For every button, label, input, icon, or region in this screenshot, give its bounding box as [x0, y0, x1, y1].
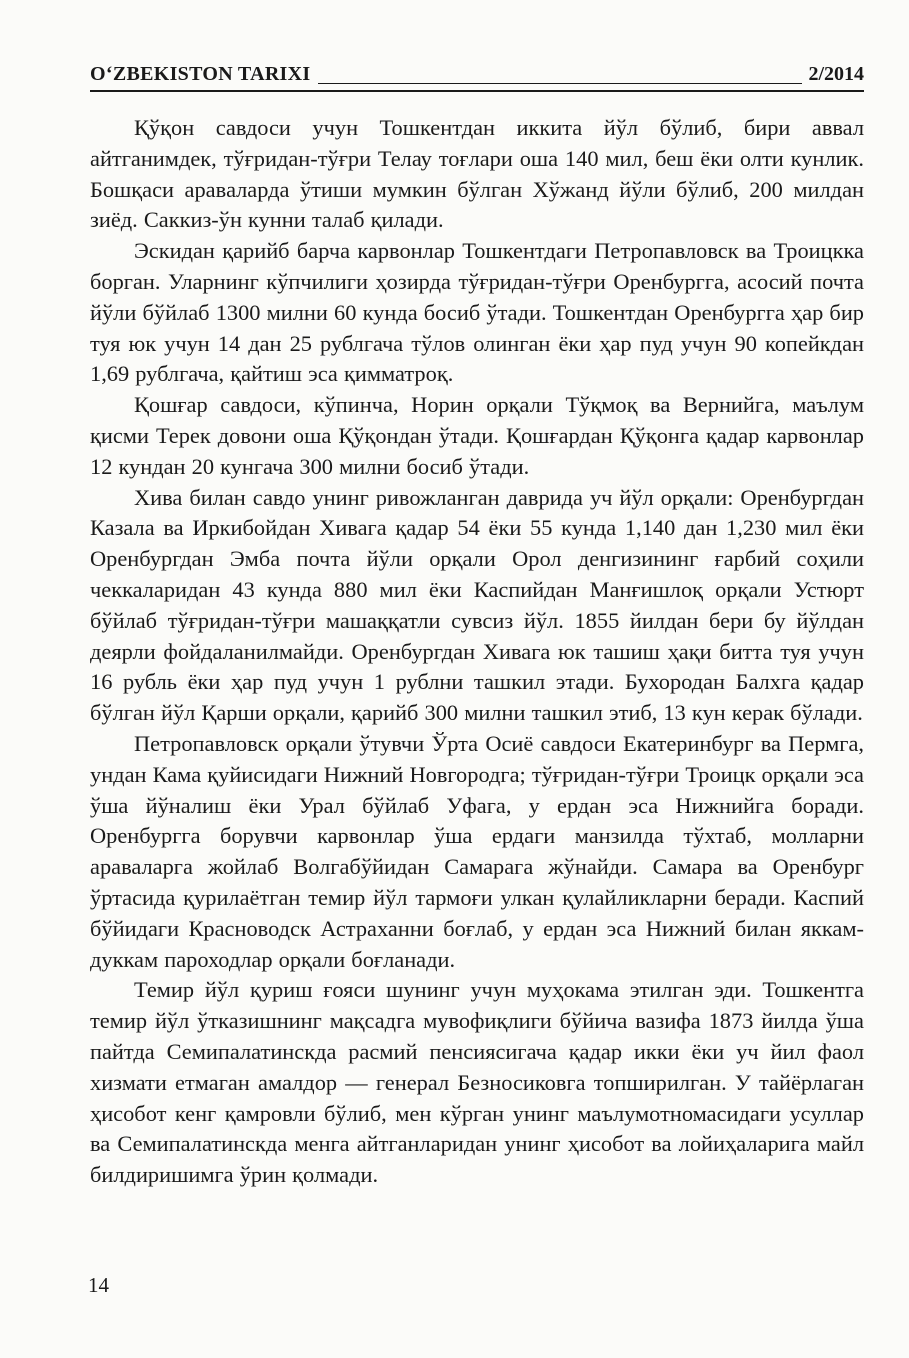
journal-title: O‘ZBEKISTON TARIXI — [90, 63, 311, 85]
page-number: 14 — [88, 1273, 109, 1297]
paragraph-khiva-trade: Хива билан савдо унинг ривожланган даврида уч йўл орқали: Оренбургдан Казала ва Иркибойдан Хивага қадар 54 ёки 55 кунда 1,140 дан 1,230 мил ёки Оренбургдан Эмба почта йўли орқали Орол денгизининг ғарбий соҳили чеккаларидан 43 кунда 880 мил ёки Каспийдан Манғишлоқ орқали Устюрт бўйлаб тўғридан-тўғри машаққатли сувсиз йўл. 1855 йилдан бери бу йўлдан деярли фойдаланилмайди. Оренбургдан Хивага юк ташиш ҳақи битта туя учун 16 рубль ёки ҳар пуд учун 1 рублни ташкил этади. Бухородан Балхга қадар бўлган йўл Қарши орқали, қарийб 300 милни ташкил этиб, 13 кун керак бўлади. — [90, 484, 864, 726]
body-text — [90, 113, 864, 1191]
paragraph-kashgar-trade: Қошғар савдоси, кўпинча, Норин орқали Тўқмоқ ва Вернийга, маълум қисми Терек довони оша Қўқондан ўтади. Қошғардан Қўқонга қадар карвонлар 12 кундан 20 кунгача 300 милни босиб ўтади. — [90, 392, 864, 479]
running-header — [90, 58, 864, 92]
paragraph-caravans-orenburg: Эскидан қарийб барча карвонлар Тошкентдаги Петропавловск ва Троицкка борган. Уларнинг кўпчилиги ҳозирда тўғридан-тўғри Оренбургга, асосий почта йўли бўйлаб 1300 милни 60 кунда босиб ўтади. Тошкентдан Оренбургга ҳар бир туя юк учун 14 дан 25 рублгача тўлов олинган ёки ҳар пуд учун 90 копейкдан 1,69 рублгача, қайтиш эса қимматроқ. — [90, 238, 864, 387]
paragraph-petropavlovsk-trade: Петропавловск орқали ўтувчи Ўрта Осиё савдоси Екатеринбург ва Пермга, ундан Кама қуйисидаги Нижний Новгородга; тўғридан-тўғри Троицк орқали эса ўша йўналиш ёки Урал бўйлаб Уфага, у ердан эса Нижнийга боради. Оренбургга борувчи карвонлар ўша ердаги манзилда тўхтаб, молларни араваларга жойлаб Волгабўйидан Самарага жўнайди. Самара ва Оренбург ўртасида қурилаётган темир йўл тармоғи улкан қулайликларни беради. Каспий бўйидаги Красноводск Астраханни боғлаб, у ердан эса Нижний билан яккам-дуккам пароходлар орқали боғланади. — [90, 730, 864, 972]
paragraph-kokand-trade: Қўқон савдоси учун Тошкентдан иккита йўл бўлиб, бири аввал айтганимдек, тўғридан-тўғри Телау тоғлари оша 140 мил, беш ёки олти кунлик. Бошқаси аравaларда ўтиши мумкин бўлган Хўжанд йўли бўлиб, 200 милдан зиёд. Саккиз-ўн кунни талаб қилади. — [90, 115, 864, 233]
paragraph-railway-idea: Темир йўл қуриш ғояси шунинг учун муҳокама этилган эди. Тошкентга темир йўл ўтказишнинг мақсадга мувофиқлиги бўйича вазифа 1873 йилда ўша пайтда Семипалатинскда расмий пенсиясигача қадар икки ёки уч йил фаол хизмати етмаган амалдор — генерал Безносиковга топширилган. У тайёрлаган ҳисобот кенг қамровли бўлиб, мен кўрган унинг маълумотномасидаги усуллар ва Семипалатинскда менга айтганларидан унинг ҳисобот ва лойиҳаларига майл билдиришимга ўрин қолмади. — [90, 977, 864, 1188]
issue-number: 2/2014 — [808, 63, 864, 85]
header-rule — [318, 83, 802, 84]
